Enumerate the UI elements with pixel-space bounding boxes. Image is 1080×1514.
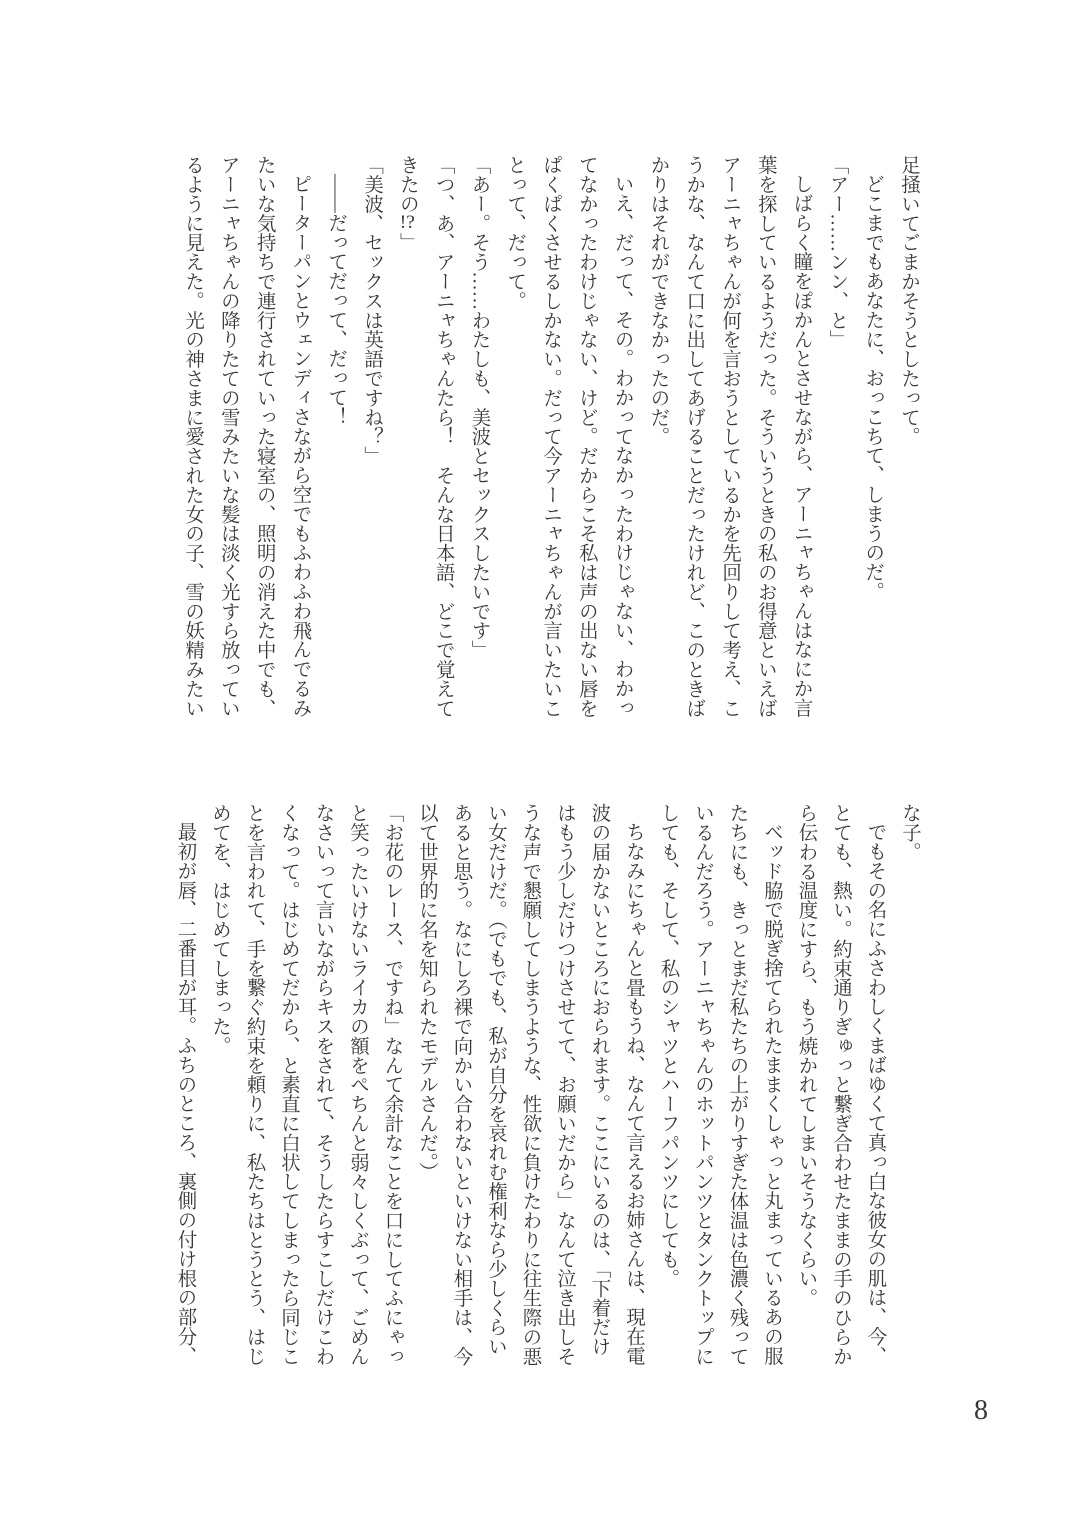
text-column: 「つ、あ、アーニャちゃんたら！ そんな日本語、どこで覚えて: [432, 155, 454, 718]
text-column: と笑ったいけないライカの額をぺちんと弱々しくぶって、ごめん: [347, 803, 368, 1366]
text-column: はもう少しだけつけさせてて、お願いだから」なんて泣き出しそ: [554, 803, 575, 1366]
text-column: ベッド脇で脱ぎ捨てられたままくしゃっと丸まっているあの服: [761, 822, 782, 1366]
text-column: なさいって言いながらキスをされて、そうしたらすこしだけこわ: [312, 803, 334, 1366]
text-column: めてを、はじめてしまった。: [209, 803, 230, 1056]
text-column: どこまでもあなたに、おっこちて、しまうのだ。: [862, 174, 884, 602]
text-column: アーニャちゃんの降りたての雪みたいな髪は淡く光すら放ってい: [217, 155, 239, 718]
text-column: 「美波、セックスは英語ですね？」: [361, 155, 383, 466]
text-column: ちなみにちゃんと畳もうね、なんて言えるお姉さんは、現在電: [623, 822, 644, 1366]
text-column: たちにも、きっとまだ私たちの上がりすぎた体温は色濃く残って: [726, 803, 748, 1366]
text-column: ――だってだって、だって！: [325, 174, 347, 427]
text-column: 「あー。そう……わたしも、美波とセックスしたいです」: [468, 155, 490, 660]
text-column: な子。: [899, 803, 920, 862]
text-column: ら伝わる温度にすら、もう焼かれてしまいそうなくらい。: [795, 803, 817, 1308]
text-column: てなかったわけじゃない、けど。だからこそ私は声の出ない唇を: [575, 155, 597, 718]
tate-chu-yoko: !?: [399, 213, 415, 233]
text-column: しても、そして、私のシャツとハーフパンツにしても。: [657, 803, 679, 1288]
text-column: ぱくぱくさせるしかない。だって今アーニャちゃんが言いたいこ: [540, 155, 562, 718]
text-column: しばらく瞳をぽかんとさせながら、アーニャちゃんはなにか言: [790, 174, 812, 718]
text-column: 以て世界的に名を知られたモデルさんだ。）: [416, 803, 437, 1182]
text-column: 波の届かないところにおられます。ここにいるのは、「下着だけ: [588, 803, 610, 1356]
text-column: いえ、だって、その。わかってなかったわけじゃない、わかっ: [611, 174, 633, 718]
text-column: でもその名にふさわしくまばゆくて真っ白な彼女の肌は、今、: [864, 822, 886, 1366]
text-column: たいな気持ちで連行されていった寝室の、照明の消えた中でも、: [253, 155, 275, 718]
text-column: ピーターパンとウェンディさながら空でもふわふわ飛んでるみ: [289, 174, 311, 718]
text-column: あると思う。なにしろ裸で向かい合わないといけない相手は、今: [450, 803, 472, 1366]
text-column: きたの!?」: [396, 155, 418, 253]
text-column: 最初が唇、二番目が耳。ふちのところ、裏側の付け根の部分、: [174, 822, 196, 1366]
text-column: かりはそれができなかったのだ。: [647, 155, 669, 446]
text-block-upper: [174, 155, 926, 719]
text-column: うな声で懇願してしまうような、性欲に負けたわりに往生際の悪: [519, 803, 541, 1366]
text-column: い女だけだ。（でもでも、私が自分を哀れむ権利なら少しくらい: [485, 803, 506, 1356]
text-column: 「お花のレース、ですね」なんて余計なことを口にしてふにゃっ: [381, 803, 403, 1366]
text-column: アーニャちゃんが何を言おうとしているかを先回りして考え、こ: [719, 155, 741, 718]
text-column: いるんだろう。アーニャちゃんのホットパンツとタンクトップに: [692, 803, 713, 1366]
text-column: くなって。はじめてだから、と素直に白状してしまったら同じこ: [278, 803, 299, 1366]
text-column: とって、だって。: [504, 155, 526, 311]
text-column: るように見えた。光の神さまに愛された女の子、雪の妖精みたい: [182, 155, 204, 718]
text-column: 「アー……ンン、と」: [826, 155, 848, 349]
text-block-lower: [167, 803, 926, 1367]
text-column: うかな、なんて口に出してあげることだったけれど、このときば: [683, 155, 705, 718]
text-column: とを言われて、手を繋ぐ約束を頼りに、私たちはとうとう、はじ: [243, 803, 265, 1366]
page-number: 8: [974, 1395, 988, 1426]
text-column: とても、熱い。約束通りぎゅっと繋ぎ合わせたままの手のひらか: [830, 803, 851, 1366]
text-column: 葉を探しているようだった。そういうときの私のお得意といえば: [754, 155, 776, 718]
text-column: 足掻いてごまかそうとしたって。: [898, 155, 919, 446]
